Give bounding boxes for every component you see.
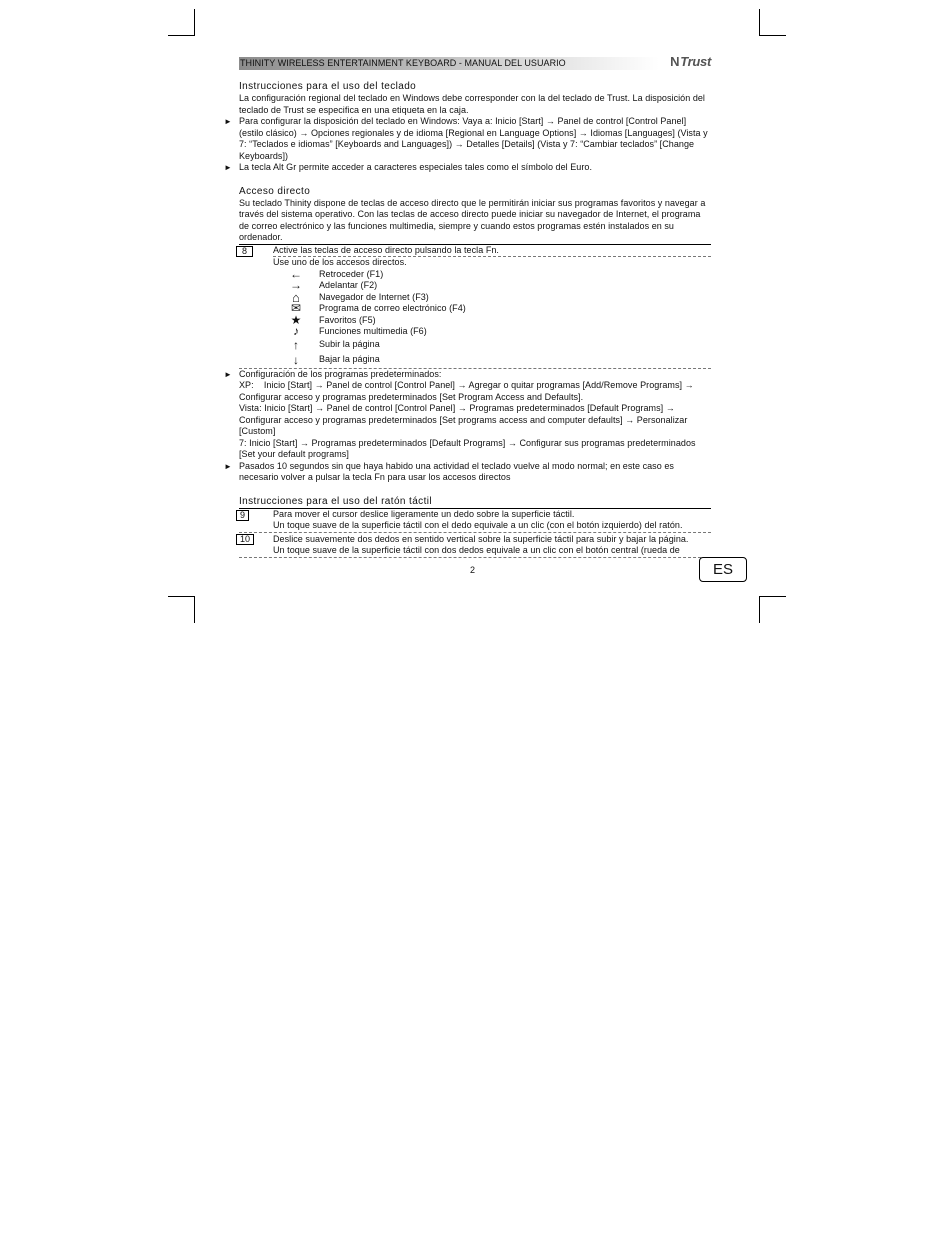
crop-mark (194, 596, 195, 623)
header-title: THINITY WIRELESS ENTERTAINMENT KEYBOARD - MANUAL DEL USUARIO (240, 58, 566, 68)
step-9 (239, 509, 711, 533)
shortcut-label: Favoritos (F5) (319, 314, 376, 325)
bullet-altgr (224, 162, 711, 174)
shortcut-favorites (273, 312, 711, 327)
shortcuts-intro: Su teclado Thinity dispone de teclas de acceso directo que le permitirán iniciar sus programas favoritos y navegar a través del sistema operativo. Con las teclas de acceso directo puede iniciar su navegador de Internet, el programa de correo electrónico y las funciones multimedia, siempre y cuando estos programas estén instalados en su ordenador. (239, 197, 706, 242)
bullet-arrow-icon: ► (224, 117, 232, 126)
home-icon: ⌂ (292, 289, 300, 305)
step-9-line2: Un toque suave de la superficie táctil con el dedo equivale a un clic (con el botón izquierdo) del ratón. (273, 520, 683, 530)
section-title-touchpad: Instrucciones para el uso del ratón táctil (239, 496, 711, 509)
trust-logo (670, 55, 711, 69)
step-10-line2: Un toque suave de la superficie táctil con dos dedos equivale a un clic con el botón central (rueda de (273, 545, 680, 555)
default-programs-xp: XP: Inicio [Start] → Panel de control [Control Panel] → Agregar o quitar programas [Add/Remove Programs] → Configurar acceso y programas predeterminados [Set Program Access and Defaults]. (239, 380, 697, 402)
shortcut-label: Retroceder (F1) (319, 268, 384, 279)
keyboard-intro: La configuración regional del teclado en Windows debe corresponder con la del teclado de Trust. La disposición del teclado de Trust se especifica en una etiqueta en la caja. (239, 93, 705, 115)
crop-mark (194, 9, 195, 35)
crop-mark (168, 35, 195, 36)
shortcut-mail (273, 303, 711, 315)
bullet-default-programs (224, 368, 711, 461)
forward-arrow-icon: → (289, 278, 303, 293)
shortcut-label: Programa de correo electrónico (F4) (319, 303, 466, 313)
bullet-arrow-icon: ► (224, 369, 232, 379)
trust-logo-text: Trust (680, 54, 711, 69)
default-programs-vista: Vista: Inicio [Start] → Panel de control [Control Panel] → Programas predeterminados [Default Programs] → Configurar acceso y programas predeterminados [Set programs access and computer defaults] → Personalizar [Custom] (239, 403, 688, 436)
crop-mark (759, 596, 760, 623)
shortcut-label: Navegador de Internet (F3) (319, 291, 429, 302)
bullet-timeout-text: Pasados 10 segundos sin que haya habido una actividad el teclado vuelve al modo normal; en este caso es necesario volver a pulsar la tecla Fn para usar los accesos directos (239, 460, 674, 482)
step-8 (239, 244, 711, 369)
default-programs-title: Configuración de los programas predeterminados: (239, 368, 442, 379)
step-number: 9 (236, 510, 249, 521)
crop-mark (168, 596, 195, 597)
page-number: 2 (470, 565, 476, 575)
mail-icon: ✉ (290, 301, 302, 316)
step-number: 8 (236, 246, 253, 257)
step-10-line1: Deslice suavemente dos dedos en sentido vertical sobre la superficie táctil para subir y bajar la página. (273, 533, 689, 544)
shortcut-label: Adelantar (F2) (319, 280, 378, 290)
crop-mark (759, 35, 786, 36)
music-note-icon: ♪ (292, 324, 300, 339)
crop-mark (759, 9, 760, 35)
bullet-layout-text: Para configurar la disposición del teclado en Windows: Vaya a: Inicio [Start] → Panel de control [Control Panel] (estilo clásico) → Opciones regionales y de idioma [Regional en Language Options] → Idiomas [Languages] (Vista y 7: “Teclados e idiomas” [Keyboards and Languages]) → Detalles [Details] (Vista y 7: “Cambiar teclados” [Change Keyboards]) (239, 116, 708, 161)
page-header (239, 56, 711, 70)
shortcut-page-down (273, 353, 711, 368)
bullet-arrow-icon: ► (224, 163, 232, 172)
bullet-layout (224, 116, 711, 162)
shortcut-label: Subir la página (319, 339, 380, 350)
step-8-text1: Active las teclas de acceso directo pulsando la tecla Fn. (273, 245, 711, 258)
shortcut-multimedia (273, 326, 711, 338)
trust-logo-icon: N (670, 54, 680, 69)
section-title-keyboard: Instrucciones para el uso del teclado (239, 81, 417, 92)
page-up-arrow-icon: ↑ (292, 337, 300, 352)
bullet-timeout (224, 460, 711, 484)
manual-page (224, 54, 711, 558)
shortcut-back (273, 266, 711, 281)
star-icon: ★ (290, 312, 302, 327)
shortcut-label: Funciones multimedia (F6) (319, 326, 427, 336)
step-9-line1: Para mover el cursor deslice ligeramente un dedo sobre la superficie táctil. (273, 508, 575, 519)
shortcut-label: Bajar la página (319, 354, 380, 365)
section-title-shortcuts: Acceso directo (239, 185, 311, 197)
step-10 (239, 533, 711, 558)
shortcut-page-up (273, 338, 711, 353)
crop-mark (759, 596, 786, 597)
bullet-altgr-text: La tecla Alt Gr permite acceder a caracteres especiales tales como el símbolo del Euro. (239, 162, 593, 172)
back-arrow-icon: ← (289, 266, 303, 281)
shortcut-forward (273, 280, 711, 292)
step-8-text2: Use uno de los accesos directos. (273, 257, 407, 267)
bullet-arrow-icon: ► (224, 461, 232, 471)
step-number: 10 (236, 534, 254, 545)
shortcut-browser (273, 289, 711, 305)
default-programs-7: 7: Inicio [Start] → Programas predeterminados [Default Programs] → Configurar sus programas predeterminados [Set your default programs] (239, 437, 696, 459)
page-down-arrow-icon: ↓ (292, 352, 300, 367)
language-badge: ES (699, 557, 747, 582)
